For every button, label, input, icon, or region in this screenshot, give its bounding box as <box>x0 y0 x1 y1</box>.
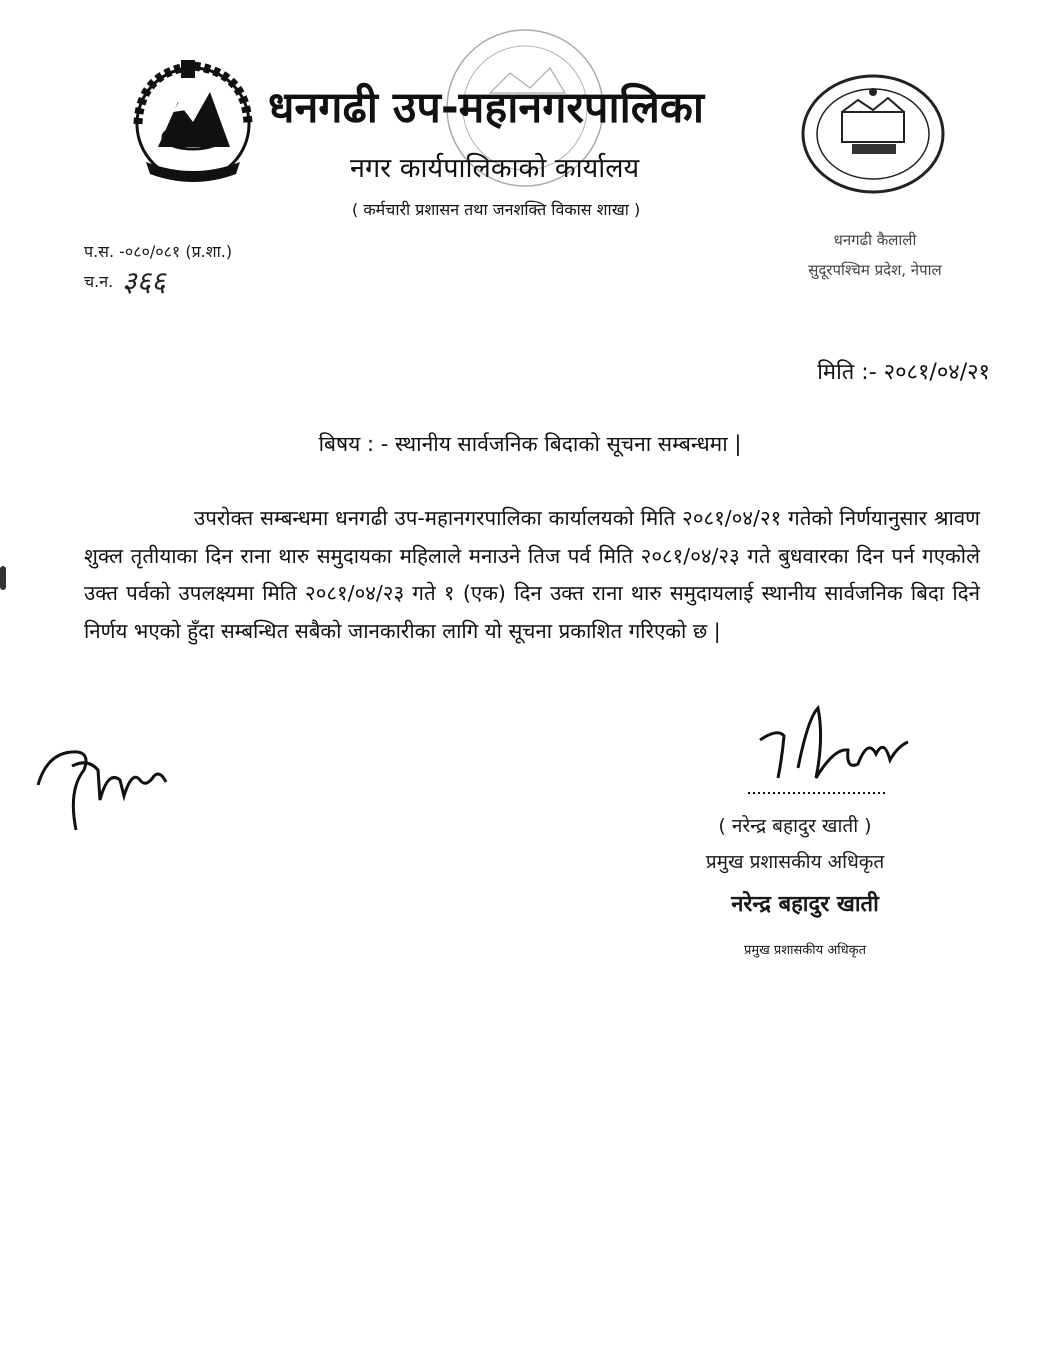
nepal-government-emblem-icon <box>118 52 268 192</box>
branch-name: ( कर्मचारी प्रशासन तथा जनशक्ति विकास शाखा ) <box>352 200 641 219</box>
signatory-stamp-name: नरेन्द्र बहादुर खाती <box>731 892 879 917</box>
scan-edge-mark <box>0 566 6 590</box>
office-title: धनगढी उप-महानगरपालिका <box>268 83 705 133</box>
office-province: सुदूरपश्चिम प्रदेश, नेपाल <box>808 261 942 279</box>
notice-subject: बिषय : - स्थानीय सार्वजनिक बिदाको सूचना सम्बन्धमा | <box>318 432 742 456</box>
signatory-stamp-title: प्रमुख प्रशासकीय अधिकृत <box>743 943 867 958</box>
office-subtitle: नगर कार्यपालिकाको कार्यालय <box>350 153 640 184</box>
initials-signature-icon <box>28 730 178 835</box>
office-place: धनगढी कैलाली <box>833 231 917 249</box>
signature-icon <box>738 698 918 808</box>
notice-body: उपरोक्त सम्बन्धमा धनगढी उप-महानगरपालिका कार्यालयको मिति २०८१/०४/२१ गतेको निर्णयानुसार श्रावण शुक्ल तृतीयाका दिन राना थारु समुदायका महिलाले मनाउने तिज पर्व मिति २०८१/०४/२३ गते बुधवारका दिन पर्न गएकोले उक्त पर्वको उपलक्ष्यमा मिति २०८१/०४/२३ गते १ (एक) दिन उक्त राना थारु समुदायलाई स्थानीय सार्वजनिक बिदा दिने निर्णय भएको हुँदा सम्बन्धित सबैको जानकारीका लागि यो सूचना प्रकाशित गरिएको छ | <box>84 506 980 643</box>
signatory-title: प्रमुख प्रशासकीय अधिकृत <box>705 851 885 873</box>
notice-date: मिति :- २०८१/०४/२१ <box>817 360 990 385</box>
dispatch-number: ३६६ <box>122 265 166 298</box>
signatory-name: ( नरेन्द्र बहादुर खाती ) <box>718 815 872 837</box>
fiscal-year-reference: प.स. -०८०/०८१ (प्र.शा.) <box>84 242 233 261</box>
municipality-seal-icon <box>798 72 948 197</box>
dispatch-label: च.न. <box>84 272 114 291</box>
